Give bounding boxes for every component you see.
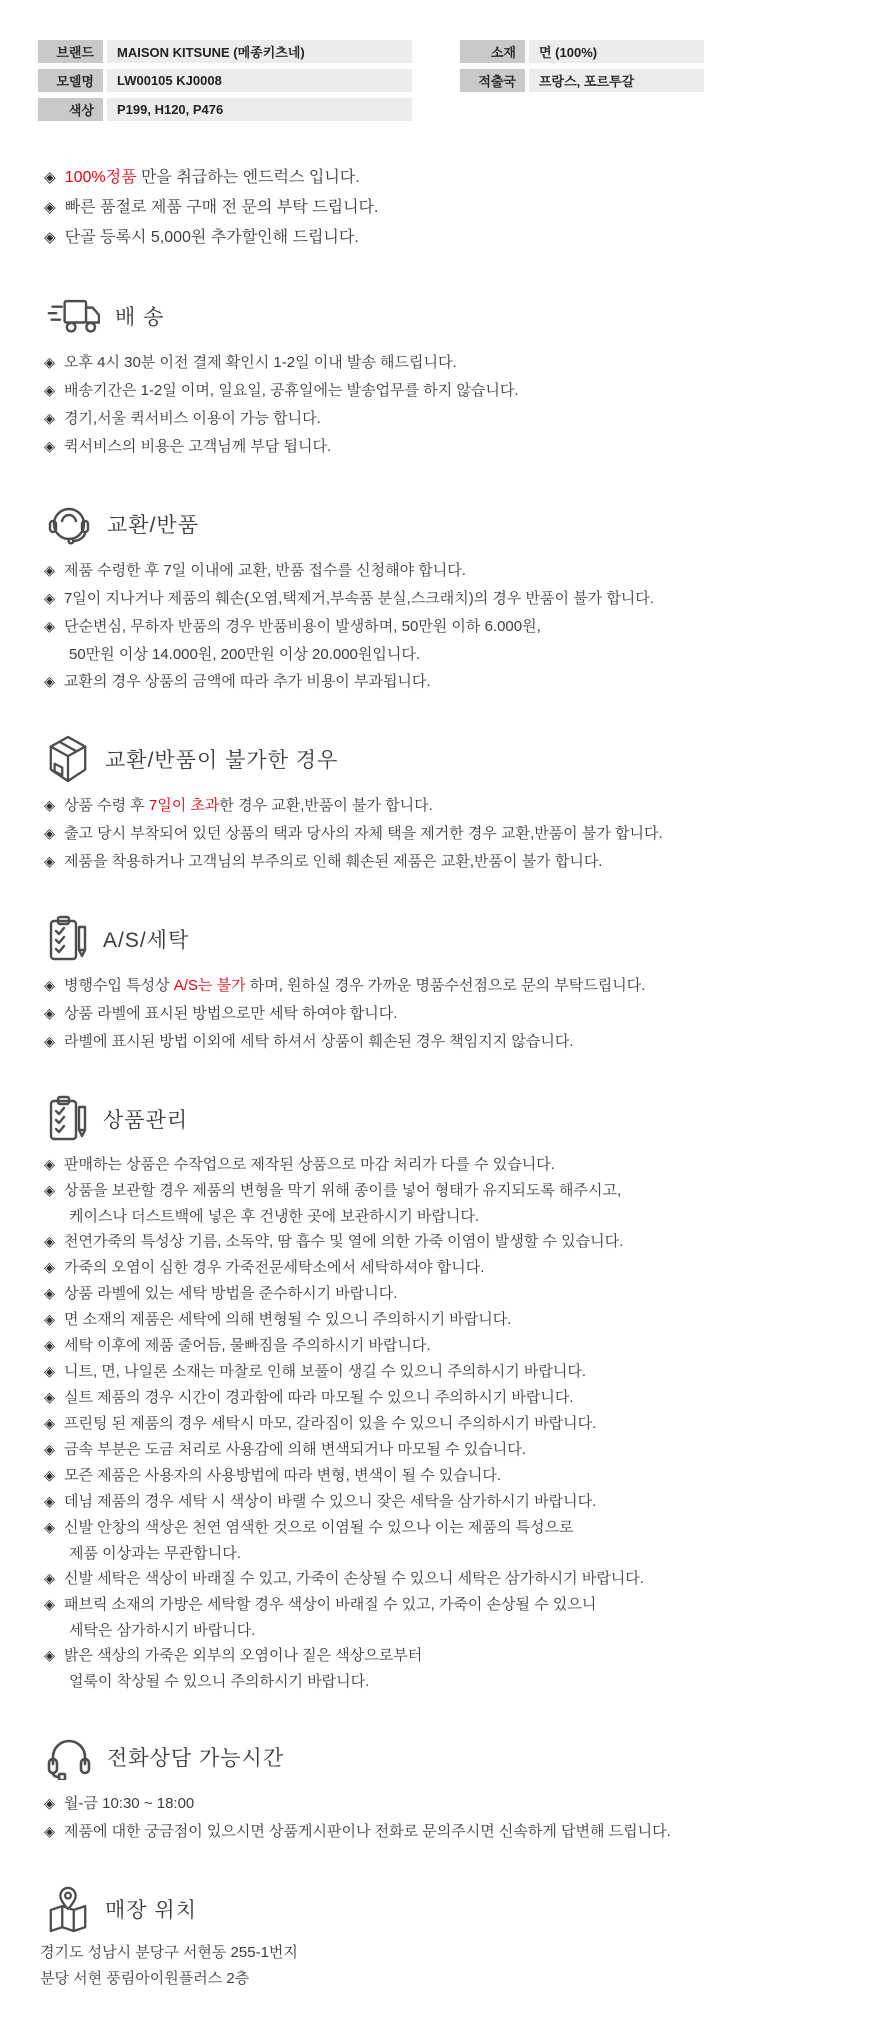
- diamond-bullet-icon: ◈: [44, 383, 55, 399]
- diamond-bullet-icon: ◈: [44, 1034, 55, 1050]
- store-address: [38, 1940, 852, 1992]
- notice-line: [44, 1437, 852, 1463]
- notice-line: [44, 349, 852, 377]
- diamond-bullet-icon: ◈: [44, 1157, 55, 1173]
- notice-line-continued: [44, 1204, 852, 1229]
- notice-line: [44, 1307, 852, 1333]
- diamond-bullet-icon: ◈: [44, 591, 55, 607]
- section-store-location: [38, 1886, 852, 1992]
- diamond-bullet-icon: ◈: [44, 1796, 55, 1812]
- diamond-bullet-icon: ◈: [44, 439, 55, 455]
- notice-text: 제품 이상과는 무관합니다.: [69, 1545, 241, 1562]
- material-label: 소재: [460, 40, 525, 63]
- notice-line: [44, 1566, 852, 1592]
- diamond-bullet-icon: ◈: [44, 411, 55, 427]
- notice-text: 병행수입 특성상 A/S는 불가 하며, 원하실 경우 가까운 명품수선점으로 문의 부탁드립니다.: [63, 977, 646, 994]
- notice-text: 데님 제품의 경우 세탁 시 색상이 바랠 수 있으니 잦은 세탁을 삼가하시기 바랍니다.: [63, 1493, 597, 1510]
- section-body: [38, 972, 852, 1056]
- notice-text: 패브릭 소재의 가방은 세탁할 경우 색상이 바래질 수 있고, 가죽이 손상될 수 있으니: [63, 1596, 597, 1613]
- section-title: 교환/반품이 불가한 경우: [105, 749, 339, 772]
- notice-line: [44, 1281, 852, 1307]
- model-label: 모델명: [38, 69, 103, 92]
- notice-line-continued: [44, 1669, 852, 1694]
- notice-line: [44, 557, 852, 585]
- notice-text: 상품을 보관할 경우 제품의 변형을 막기 위해 종이를 넣어 형태가 유지되도록 해주시고,: [63, 1182, 622, 1199]
- diamond-bullet-icon: ◈: [44, 563, 55, 579]
- notice-line: [44, 1643, 852, 1669]
- notice-line: [44, 163, 852, 193]
- section-header: [38, 1886, 852, 1932]
- section-header: [38, 501, 852, 547]
- notice-text: 세탁은 삼가하시기 바랍니다.: [69, 1622, 256, 1639]
- notice-line: [44, 1385, 852, 1411]
- notice-line: [44, 848, 852, 876]
- notice-line: [44, 1178, 852, 1204]
- diamond-bullet-icon: ◈: [44, 1597, 55, 1613]
- notice-text: 프린팅 된 제품의 경우 세탁시 마모, 갈라짐이 있을 수 있으니 주의하시기 바랍니다.: [63, 1415, 597, 1432]
- diamond-bullet-icon: ◈: [44, 1390, 55, 1406]
- section-shipping: [38, 293, 852, 461]
- map-pin-icon: [46, 1885, 90, 1933]
- section-header: [38, 293, 852, 339]
- diamond-bullet-icon: ◈: [44, 199, 56, 216]
- notice-text: 월-금 10:30 ~ 18:00: [63, 1795, 195, 1812]
- diamond-bullet-icon: ◈: [44, 1824, 55, 1840]
- notice-line: [44, 1489, 852, 1515]
- brand-value: MAISON KITSUNE (메종키츠네): [107, 40, 412, 63]
- address-line: 경기도 성남시 분당구 서현동 255-1번지: [40, 1944, 298, 1961]
- section-call-hours: [38, 1734, 852, 1846]
- diamond-bullet-icon: ◈: [44, 1234, 55, 1250]
- section-title: A/S/세탁: [103, 929, 190, 952]
- notice-text: 얼룩이 착상될 수 있으니 주의하시기 바랍니다.: [69, 1673, 370, 1690]
- notice-line: [44, 405, 852, 433]
- notice-text: 50만원 이상 14.000원, 200만원 이상 20.000원입니다.: [69, 646, 421, 663]
- diamond-bullet-icon: ◈: [44, 169, 56, 186]
- product-info-table-left: [38, 40, 412, 121]
- notice-text: 교환의 경우 상품의 금액에 따라 추가 비용이 부과됩니다.: [63, 673, 431, 690]
- truck-icon: [46, 294, 100, 338]
- notice-line: [44, 613, 852, 641]
- section-body: [38, 792, 852, 876]
- product-info-tables: [38, 40, 852, 121]
- section-header: [38, 736, 852, 782]
- notice-text: 100%정품 만을 취급하는 엔드럭스 입니다.: [64, 169, 360, 186]
- diamond-bullet-icon: ◈: [44, 1520, 55, 1536]
- headphones-icon: [46, 1734, 92, 1780]
- notice-text: 판매하는 상품은 수작업으로 제작된 상품으로 마감 처리가 다를 수 있습니다.: [63, 1156, 555, 1173]
- notice-text: 단골 등록시 5,000원 추가할인해 드립니다.: [64, 229, 359, 246]
- section-header: [38, 916, 852, 962]
- diamond-bullet-icon: ◈: [44, 1571, 55, 1587]
- section-title: 매장 위치: [105, 1899, 197, 1922]
- notice-line: [44, 1790, 852, 1818]
- notice-line: [44, 792, 852, 820]
- table-row: [460, 69, 704, 92]
- table-row: [460, 40, 704, 63]
- notice-line-continued: [44, 1541, 852, 1566]
- section-body: [38, 557, 852, 696]
- notice-text: 천연가죽의 특성상 기름, 소독약, 땀 흡수 및 열에 의한 가죽 이염이 발생할 수 있습니다.: [63, 1233, 624, 1250]
- section-body: [38, 1152, 852, 1694]
- notice-line-continued: [44, 1618, 852, 1643]
- diamond-bullet-icon: ◈: [44, 1286, 55, 1302]
- diamond-bullet-icon: ◈: [44, 674, 55, 690]
- color-value: P199, H120, P476: [107, 98, 412, 121]
- notice-text: 오후 4시 30분 이전 결제 확인시 1-2일 이내 발송 해드립니다.: [63, 354, 457, 371]
- notice-line: [44, 377, 852, 405]
- notice-text: 배송기간은 1-2일 이며, 일요일, 공휴일에는 발송업무를 하지 않습니다.: [63, 382, 519, 399]
- clipboard-check-icon: [46, 914, 88, 964]
- diamond-bullet-icon: ◈: [44, 1312, 55, 1328]
- notice-text: 출고 당시 부착되어 있던 상품의 택과 당사의 자체 택을 제거한 경우 교환,반품이 불가 합니다.: [63, 825, 663, 842]
- notice-line: [44, 1028, 852, 1056]
- origin-label: 적출국: [460, 69, 525, 92]
- diamond-bullet-icon: ◈: [44, 1260, 55, 1276]
- notice-text: 단순변심, 무하자 반품의 경우 반품비용이 발생하며, 50만원 이하 6.000원,: [63, 618, 541, 635]
- notice-text: 케이스나 더스트백에 넣은 후 건냉한 곳에 보관하시기 바랍니다.: [69, 1208, 480, 1225]
- notice-text: 가죽의 오염이 심한 경우 가죽전문세탁소에서 세탁하셔야 합니다.: [63, 1259, 485, 1276]
- notice-line: [44, 223, 852, 253]
- notice-text: 제품을 착용하거나 고객님의 부주의로 인해 훼손된 제품은 교환,반품이 불가 합니다.: [63, 853, 603, 870]
- notice-line: [44, 1255, 852, 1281]
- notice-line: [44, 668, 852, 696]
- intro-notices: [38, 163, 852, 253]
- section-body: [38, 349, 852, 461]
- package-box-icon: [46, 734, 90, 784]
- section-exchange-denied: [38, 736, 852, 876]
- notice-text: 라벨에 표시된 방법 이외에 세탁 하셔서 상품이 훼손된 경우 책임지지 않습니다.: [63, 1033, 574, 1050]
- notice-line: [44, 1333, 852, 1359]
- diamond-bullet-icon: ◈: [44, 1416, 55, 1432]
- notice-line: [44, 1411, 852, 1437]
- notice-text: 신발 안창의 색상은 천연 염색한 것으로 이염될 수 있으나 이는 제품의 특성으로: [63, 1519, 574, 1536]
- notice-line: [44, 1463, 852, 1489]
- origin-value: 프랑스, 포르투갈: [529, 69, 704, 92]
- diamond-bullet-icon: ◈: [44, 1468, 55, 1484]
- section-title: 전화상담 가능시간: [107, 1747, 285, 1770]
- diamond-bullet-icon: ◈: [44, 1006, 55, 1022]
- notice-text: 상품 라벨에 있는 세탁 방법을 준수하시기 바랍니다.: [63, 1285, 398, 1302]
- table-row: [38, 69, 412, 92]
- diamond-bullet-icon: ◈: [44, 1364, 55, 1380]
- headset-agent-icon: [46, 501, 92, 547]
- clipboard-check-icon: [46, 1094, 88, 1144]
- diamond-bullet-icon: ◈: [44, 229, 56, 246]
- notice-text: 경기,서울 퀵서비스 이용이 가능 합니다.: [63, 410, 321, 427]
- section-header: [38, 1734, 852, 1780]
- section-title: 교환/반품: [107, 514, 199, 537]
- diamond-bullet-icon: ◈: [44, 854, 55, 870]
- section-product-care: [38, 1096, 852, 1694]
- notice-text: 신발 세탁은 색상이 바래질 수 있고, 가죽이 손상될 수 있으니 세탁은 삼가하시기 바랍니다.: [63, 1570, 644, 1587]
- notice-text: 제품에 대한 궁금점이 있으시면 상품게시판이나 전화로 문의주시면 신속하게 답변해 드립니다.: [63, 1823, 671, 1840]
- notice-line: [44, 1359, 852, 1385]
- section-header: [38, 1096, 852, 1142]
- notice-text: 제품 수령한 후 7일 이내에 교환, 반품 접수를 신청해야 합니다.: [63, 562, 466, 579]
- diamond-bullet-icon: ◈: [44, 798, 55, 814]
- notice-text: 밝은 색상의 가죽은 외부의 오염이나 짙은 색상으로부터: [63, 1647, 423, 1664]
- notice-line: [44, 820, 852, 848]
- notice-line: [44, 972, 852, 1000]
- diamond-bullet-icon: ◈: [44, 1494, 55, 1510]
- diamond-bullet-icon: ◈: [44, 355, 55, 371]
- material-value: 면 (100%): [529, 40, 704, 63]
- diamond-bullet-icon: ◈: [44, 978, 55, 994]
- table-row: [38, 98, 412, 121]
- diamond-bullet-icon: ◈: [44, 826, 55, 842]
- brand-label: 브랜드: [38, 40, 103, 63]
- notice-line-continued: [44, 641, 852, 668]
- notice-text: 7일이 지나거나 제품의 훼손(오염,택제거,부속품 분실,스크래치)의 경우 반품이 불가 합니다.: [63, 590, 654, 607]
- table-row: [38, 40, 412, 63]
- address-line: 분당 서현 풍림아이원플러스 2층: [40, 1970, 250, 1987]
- notice-text: 실트 제품의 경우 시간이 경과함에 따라 마모될 수 있으니 주의하시기 바랍니다.: [63, 1389, 574, 1406]
- notice-line: [44, 1592, 852, 1618]
- notice-text: 니트, 면, 나일론 소재는 마찰로 인해 보풀이 생길 수 있으니 주의하시기 바랍니다.: [63, 1363, 586, 1380]
- section-title: 배 송: [115, 306, 165, 329]
- notice-text: 세탁 이후에 제품 줄어듬, 물빠짐을 주의하시기 바랍니다.: [63, 1337, 431, 1354]
- section-exchange-return: [38, 501, 852, 696]
- diamond-bullet-icon: ◈: [44, 1648, 55, 1664]
- notice-line: [44, 1818, 852, 1846]
- notice-text: 면 소재의 제품은 세탁에 의해 변형될 수 있으니 주의하시기 바랍니다.: [63, 1311, 512, 1328]
- notice-text: 퀵서비스의 비용은 고객님께 부담 됩니다.: [63, 438, 332, 455]
- notice-line: [44, 1000, 852, 1028]
- notice-text: 모즌 제품은 사용자의 사용방법에 따라 변형, 변색이 될 수 있습니다.: [63, 1467, 502, 1484]
- diamond-bullet-icon: ◈: [44, 1183, 55, 1199]
- section-title: 상품관리: [103, 1109, 189, 1132]
- notice-text: 상품 라벨에 표시된 방법으로만 세탁 하여야 합니다.: [63, 1005, 398, 1022]
- notice-text: 빠른 품절로 제품 구매 전 문의 부탁 드립니다.: [64, 199, 379, 216]
- notice-text: 금속 부분은 도금 처리로 사용감에 의해 변색되거나 마모될 수 있습니다.: [63, 1441, 526, 1458]
- section-body: [38, 1790, 852, 1846]
- notice-line: [44, 1515, 852, 1541]
- notice-line: [44, 1229, 852, 1255]
- notice-text: 상품 수령 후 7일이 초과한 경우 교환,반품이 불가 합니다.: [63, 797, 433, 814]
- notice-line: [44, 585, 852, 613]
- notice-line: [44, 433, 852, 461]
- diamond-bullet-icon: ◈: [44, 1338, 55, 1354]
- diamond-bullet-icon: ◈: [44, 619, 55, 635]
- model-value: LW00105 KJ0008: [107, 69, 412, 92]
- notice-line: [44, 1152, 852, 1178]
- diamond-bullet-icon: ◈: [44, 1442, 55, 1458]
- product-info-table-right: [460, 40, 704, 121]
- color-label: 색상: [38, 98, 103, 121]
- notice-line: [44, 193, 852, 223]
- section-as-wash: [38, 916, 852, 1056]
